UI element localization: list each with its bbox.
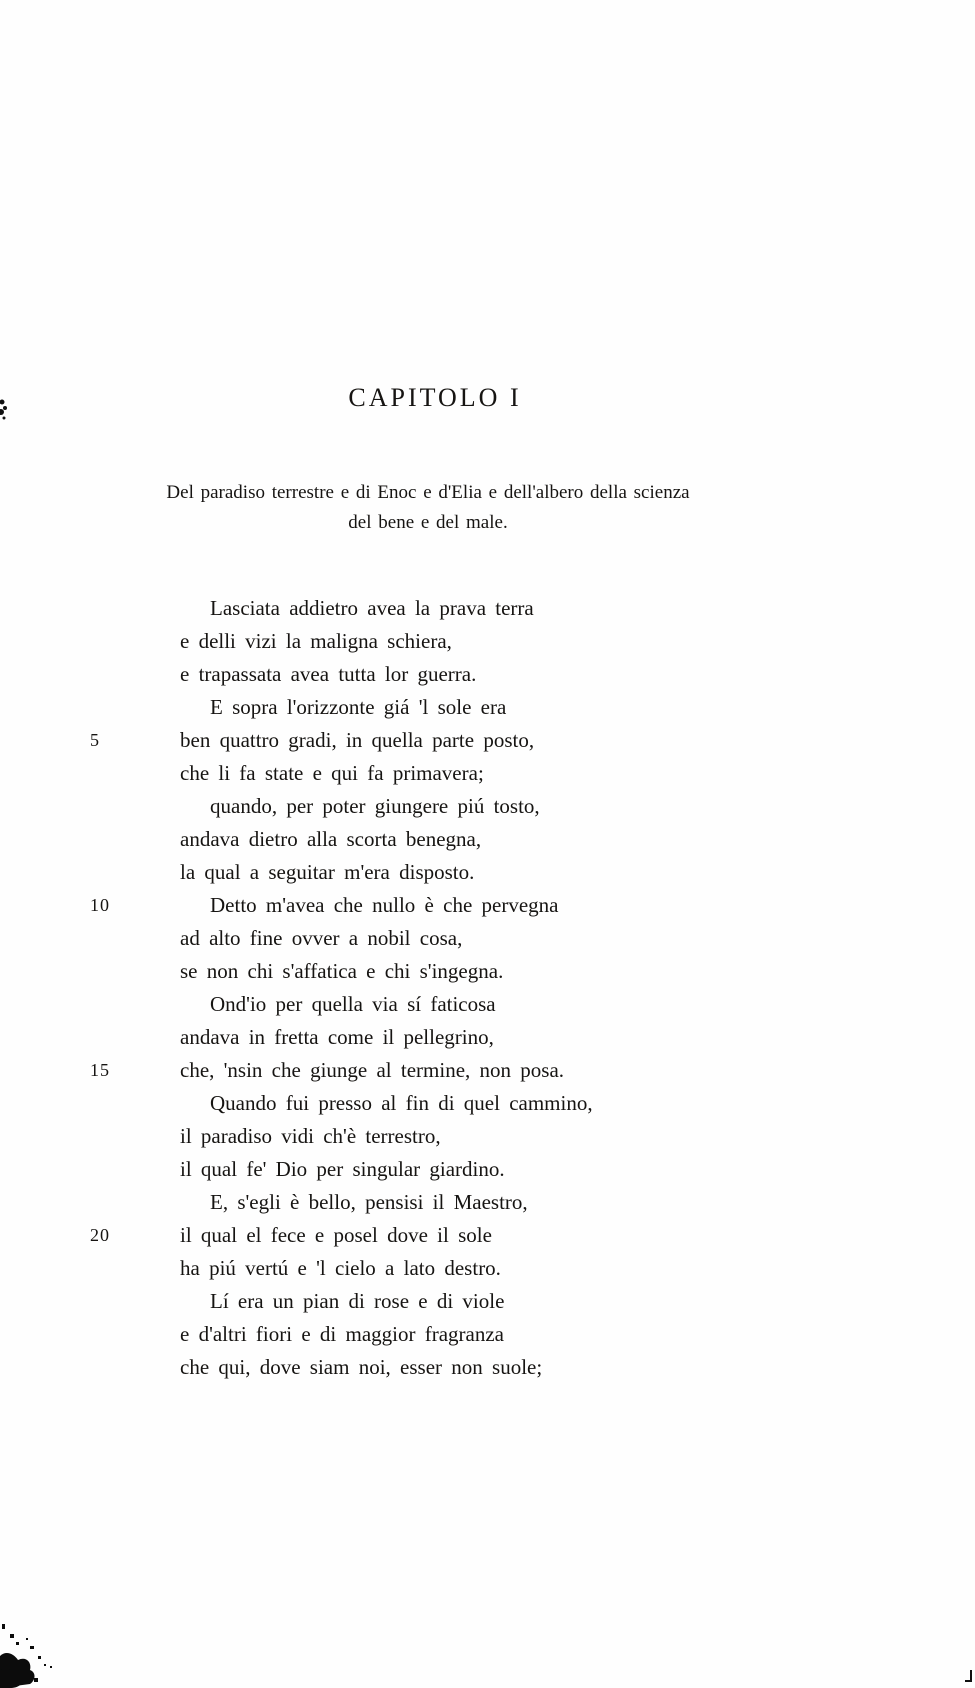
poem-line <box>180 955 593 988</box>
poem-line-text: il qual el fece e posel dove il sole <box>180 1223 492 1247</box>
poem-line-text: Lí era un pian di rose e di viole <box>210 1289 505 1313</box>
poem-line <box>180 1087 593 1120</box>
poem-line-text: il paradiso vidi ch'è terrestro, <box>180 1124 441 1148</box>
line-number: 10 <box>90 895 110 915</box>
poem-line-text: che, 'nsin che giunge al termine, non posa. <box>180 1058 565 1082</box>
poem-line-text: quando, per poter giungere piú tosto, <box>210 794 540 818</box>
line-number: 20 <box>90 1225 110 1245</box>
poem-line <box>180 658 593 691</box>
chapter-subtitle <box>58 478 798 538</box>
poem-line <box>90 1219 593 1252</box>
poem-line-text: che qui, dove siam noi, esser non suole; <box>180 1355 543 1379</box>
poem-line-text: Detto m'avea che nullo è che pervegna <box>210 893 559 917</box>
chapter-title: CAPITOLO I <box>348 383 522 412</box>
poem-line-text: e trapassata avea tutta lor guerra. <box>180 662 477 686</box>
poem-line-text: ben quattro gradi, in quella parte posto, <box>180 728 535 752</box>
poem-line <box>90 1054 593 1087</box>
poem-line-text: che li fa state e qui fa primavera; <box>180 761 484 785</box>
poem-line <box>180 592 593 625</box>
poem-line <box>180 1021 593 1054</box>
poem-line-text: andava in fretta come il pellegrino, <box>180 1025 494 1049</box>
poem-line <box>90 889 593 922</box>
poem-line <box>180 1351 593 1384</box>
poem-line <box>180 1153 593 1186</box>
poem-line-text: se non chi s'affatica e chi s'ingegna. <box>180 959 504 983</box>
poem-body <box>90 592 593 1384</box>
poem-line <box>180 625 593 658</box>
poem-line-text: il qual fe' Dio per singular giardino. <box>180 1157 505 1181</box>
poem-line-text: e delli vizi la maligna schiera, <box>180 629 452 653</box>
poem-line <box>180 790 593 823</box>
poem-line-text: E, s'egli è bello, pensisi il Maestro, <box>210 1190 528 1214</box>
poem-line-text: ad alto fine ovver a nobil cosa, <box>180 926 463 950</box>
poem-line <box>180 1186 593 1219</box>
poem-line-text: e d'altri fiori e di maggior fragranza <box>180 1322 504 1346</box>
poem-line <box>180 691 593 724</box>
poem-line-text: Ond'io per quella via sí faticosa <box>210 992 496 1016</box>
poem-line-text: andava dietro alla scorta benegna, <box>180 827 482 851</box>
line-number: 5 <box>90 730 100 750</box>
poem-line <box>90 724 593 757</box>
poem-line <box>180 856 593 889</box>
poem-line-text: la qual a seguitar m'era disposto. <box>180 860 475 884</box>
poem-line <box>180 1120 593 1153</box>
poem-line-text: Quando fui presso al fin di quel cammino, <box>210 1091 593 1115</box>
poem-line <box>180 757 593 790</box>
poem-line <box>180 922 593 955</box>
poem-line-text: Lasciata addietro avea la prava terra <box>210 596 534 620</box>
poem-line <box>180 1285 593 1318</box>
ink-speck-icon <box>965 1670 973 1684</box>
poem-line <box>180 823 593 856</box>
chapter-subtitle-line-1: Del paradiso terrestre e di Enoc e d'Elia e dell'albero della scienza <box>166 482 690 503</box>
ink-blot-icon <box>0 1538 70 1688</box>
poem-line-text: ha piú vertú e 'l cielo a lato destro. <box>180 1256 501 1280</box>
poem-line <box>180 1252 593 1285</box>
ink-speck-icon <box>0 394 14 424</box>
chapter-subtitle-line-2: del bene e del male. <box>348 512 508 533</box>
line-number: 15 <box>90 1060 110 1080</box>
poem-line <box>180 1318 593 1351</box>
poem-line-text: E sopra l'orizzonte giá 'l sole era <box>210 695 507 719</box>
poem-line <box>180 988 593 1021</box>
